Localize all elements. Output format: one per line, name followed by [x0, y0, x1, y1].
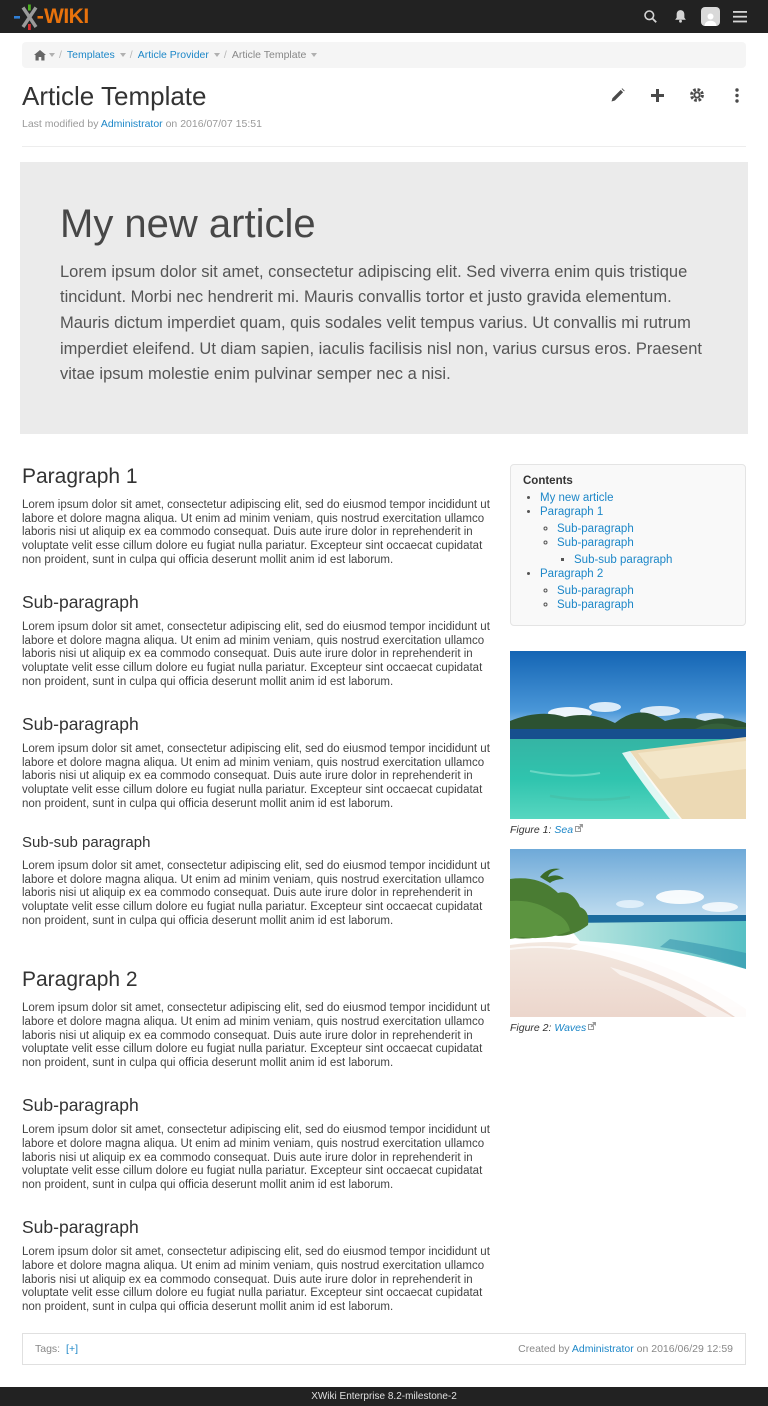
section-text: Lorem ipsum dolor sit amet, consectetur adipiscing elit, sed do eiusmod tempor incididunt ut labore et dolore magna aliqua. Ut enim ad minim veniam, quis nostrud exercitation ullamco laboris nisi ut aliquip ex ea commodo consequat. Duis aute irure dolor in reprehenderit in voluptate velit esse cillum dolore eu fugiat nulla pariatur. Excepteur sint occaecat cupidatat non proident, sunt in culpa qui officia deserunt mollit anim id est laborum.: [22, 1002, 490, 1070]
page-actions: [608, 86, 746, 104]
figure-caption: Figure 2: Waves: [510, 1021, 746, 1034]
add-plus-icon[interactable]: [648, 86, 666, 104]
article-hero-panel: [20, 162, 748, 434]
article-body: [22, 464, 490, 1315]
more-kebab-icon[interactable]: [728, 86, 746, 104]
section-heading: Sub-sub paragraph: [22, 833, 151, 851]
notification-bell-icon[interactable]: [665, 4, 695, 30]
contents-panel: [510, 464, 746, 626]
document-footer: [22, 1333, 746, 1365]
toc-item: [540, 505, 733, 567]
toc-link-sub-sub-paragraph[interactable]: Sub-sub paragraph: [574, 553, 673, 566]
created-by-user-link[interactable]: Administrator: [571, 1342, 634, 1355]
document-header: [22, 82, 746, 130]
breadcrumb-item-article-provider[interactable]: Article Provider: [137, 49, 209, 61]
toc-item: [557, 584, 733, 599]
tags-area: [35, 1343, 78, 1355]
toc-item: [557, 598, 733, 613]
toc-item: [557, 536, 733, 567]
page-title: Article Template: [22, 81, 207, 111]
section-text: Lorem ipsum dolor sit amet, consectetur adipiscing elit, sed do eiusmod tempor incididunt ut labore et dolore magna aliqua. Ut enim ad minim veniam, quis nostrud exercitation ullamco laboris nisi ut aliquip ex ea commodo consequat. Duis aute irure dolor in reprehenderit in voluptate velit esse cillum dolore eu fugiat nulla pariatur. Excepteur sint occaecat cupidatat non proident, sunt in culpa qui officia deserunt mollit anim id est laborum.: [22, 1245, 490, 1314]
figure-caption: Figure 1: Sea: [510, 823, 746, 836]
chevron-down-icon[interactable]: [120, 53, 126, 57]
user-avatar[interactable]: [695, 4, 725, 30]
footer-spacer: [0, 1365, 768, 1387]
figure-link-waves[interactable]: Waves: [554, 1021, 587, 1034]
section-text: Lorem ipsum dolor sit amet, consectetur adipiscing elit, sed do eiusmod tempor incididunt ut labore et dolore magna aliqua. Ut enim ad minim veniam, quis nostrud exercitation ullamco laboris nisi ut aliquip ex ea commodo consequat. Duis aute irure dolor in reprehenderit in voluptate velit esse cillum dolore eu fugiat nulla pariatur. Excepteur sint occaecat cupidatat non proident, sunt in culpa qui officia deserunt mollit anim id est laborum.: [22, 498, 490, 567]
home-icon[interactable]: [34, 50, 46, 61]
figure-waves: [510, 849, 746, 1034]
toc-link-sub-paragraph[interactable]: Sub-paragraph: [557, 599, 634, 612]
chevron-down-icon[interactable]: [214, 53, 220, 57]
toc-link-paragraph-2[interactable]: Paragraph 2: [540, 568, 604, 581]
toc-item: [574, 553, 733, 568]
toc-item: [540, 491, 733, 506]
settings-gear-icon[interactable]: [688, 86, 706, 104]
version-text: XWiki Enterprise 8.2-milestone-2: [311, 1390, 457, 1402]
external-link-icon: [575, 823, 583, 835]
figure-sea: [510, 651, 746, 836]
section-heading: Sub-paragraph: [22, 1216, 139, 1237]
section-text: Lorem ipsum dolor sit amet, consectetur adipiscing elit, sed do eiusmod tempor incididunt ut labore et dolore magna aliqua. Ut enim ad minim veniam, quis nostrud exercitation ullamco laboris nisi ut aliquip ex ea commodo consequat. Duis aute irure dolor in reprehenderit in voluptate velit esse cillum dolore eu fugiat nulla pariatur. Excepteur sint occaecat cupidatat non proident, sunt in culpa qui officia deserunt mollit anim id est laborum.: [22, 859, 490, 928]
sea-photo: [510, 651, 746, 819]
section-text: Lorem ipsum dolor sit amet, consectetur adipiscing elit, sed do eiusmod tempor incididunt ut labore et dolore magna aliqua. Ut enim ad minim veniam, quis nostrud exercitation ullamco laboris nisi ut aliquip ex ea commodo consequat. Duis aute irure dolor in reprehenderit in voluptate velit esse cillum dolore eu fugiat nulla pariatur. Excepteur sint occaecat cupidatat non proident, sunt in culpa qui officia deserunt mollit anim id est laborum.: [22, 1124, 490, 1192]
tags-label: Tags:: [35, 1342, 61, 1355]
add-tag-button[interactable]: [+]: [66, 1342, 78, 1355]
chevron-down-icon[interactable]: [49, 53, 55, 57]
toc-link-sub-paragraph[interactable]: Sub-paragraph: [557, 537, 634, 550]
chevron-down-icon[interactable]: [311, 53, 317, 57]
version-bar: [0, 1387, 768, 1406]
sidebar: [510, 464, 746, 1047]
section-heading: Sub-paragraph: [22, 1095, 139, 1115]
modified-by-user-link[interactable]: Administrator: [100, 117, 163, 130]
main-content: [22, 464, 746, 1315]
xwiki-logo[interactable]: [13, 4, 89, 30]
toc-link-my-new-article[interactable]: My new article: [540, 491, 614, 504]
breadcrumb: / Templates / Article Provider / Article Template: [22, 42, 746, 68]
last-modified-line: Last modified by Administrator on 2016/07/07 15:51: [22, 117, 262, 130]
edit-pencil-icon[interactable]: [608, 86, 626, 104]
header-divider: [22, 146, 746, 147]
toc-link-sub-paragraph[interactable]: Sub-paragraph: [557, 522, 634, 535]
toc-link-paragraph-1[interactable]: Paragraph 1: [540, 506, 604, 519]
article-title: My new article: [60, 201, 316, 246]
waves-photo: [510, 849, 746, 1017]
toc-item: [540, 567, 733, 613]
article-lead-text: Lorem ipsum dolor sit amet, consectetur adipiscing elit. Sed viverra enim quis tristique tincidunt. Morbi nec hendrerit mi. Mauris convallis tortor et justo gravida elementum. Mauris dictum imperdiet quam, quis sodales velit tempus varius. Ut convallis mi rutrum imperdiet eleifend. Ut diam sapien, iaculis facilisis nisl non, varius cursus eros. Praesent vitae ipsum molestie enim pulvinar semper nec a nisi.: [60, 262, 702, 384]
toc-link-sub-paragraph[interactable]: Sub-paragraph: [557, 584, 634, 597]
xwiki-logo-x-icon: [13, 4, 43, 30]
breadcrumb-item-current: Article Template: [231, 49, 307, 61]
section-heading: Paragraph 1: [22, 464, 138, 488]
top-navbar: [0, 0, 768, 33]
section-text: Lorem ipsum dolor sit amet, consectetur adipiscing elit, sed do eiusmod tempor incididunt ut labore et dolore magna aliqua. Ut enim ad minim veniam, quis nostrud exercitation ullamco laboris nisi ut aliquip ex ea commodo consequat. Duis aute irure dolor in reprehenderit in voluptate velit esse cillum dolore eu fugiat nulla pariatur. Excepteur sint occaecat cupidatat non proident, sunt in culpa qui officia deserunt mollit anim id est laborum.: [22, 620, 490, 689]
contents-title: Contents: [523, 474, 573, 487]
xwiki-logo-text: WIKI: [44, 5, 89, 28]
section-heading: Sub-paragraph: [22, 591, 139, 612]
section-text: Lorem ipsum dolor sit amet, consectetur adipiscing elit, sed do eiusmod tempor incididunt ut labore et dolore magna aliqua. Ut enim ad minim veniam, quis nostrud exercitation ullamco laboris nisi ut aliquip ex ea commodo consequat. Duis aute irure dolor in reprehenderit in voluptate velit esse cillum dolore eu fugiat nulla pariatur. Excepteur sint occaecat cupidatat non proident, sunt in culpa qui officia deserunt mollit anim id est laborum.: [22, 742, 490, 811]
search-icon[interactable]: [635, 4, 665, 30]
section-heading: Paragraph 2: [22, 967, 138, 991]
section-heading: Sub-paragraph: [22, 713, 139, 734]
breadcrumb-item-templates[interactable]: Templates: [66, 49, 115, 61]
created-line: Created by Administrator on 2016/06/29 12:59: [518, 1342, 733, 1355]
figure-link-sea[interactable]: Sea: [554, 823, 574, 836]
toc-item: [557, 522, 733, 537]
external-link-icon: [588, 1021, 596, 1033]
drawer-menu-icon[interactable]: [725, 4, 755, 30]
